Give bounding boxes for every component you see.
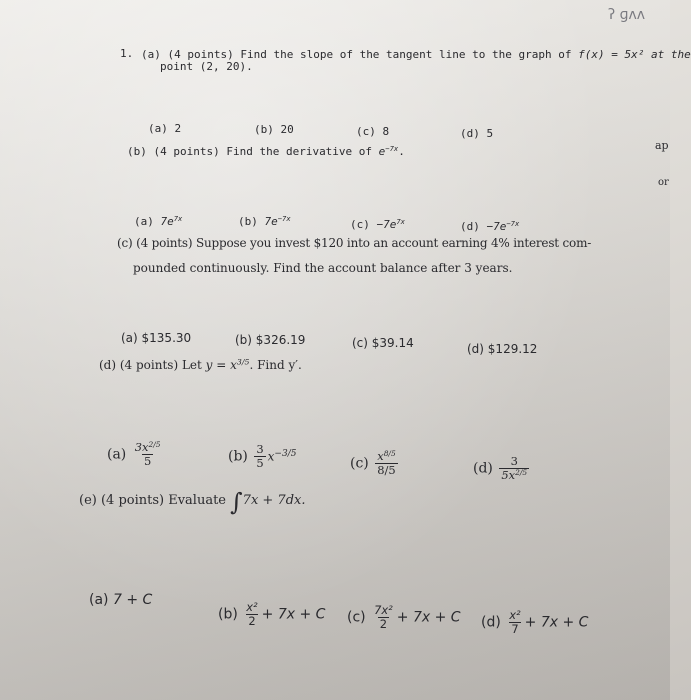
q1a-choice-d: (d) 5 (460, 127, 494, 140)
q1d-choice-c: (c) $\frac{x^{8/5}}{8/5}$ (350, 448, 396, 477)
q1c-choice-b: (b) $326.19 (235, 333, 306, 347)
q1b-choice-b: (b) $7e^{-7x}$ (238, 214, 291, 228)
q1e-choice-d: (d) $\frac{\text{x²}}{7}$ + 7x + C (481, 608, 589, 636)
integral-sign: ∫ (230, 488, 243, 516)
q1e-choice-b: (b) $\frac{\text{x²}}{2}$ + 7x + C (218, 600, 326, 628)
q1c-choice-d: (d) $129.12 (467, 342, 538, 356)
q1d-choice-d: (d) $\frac{3}{5x^{2/5}}$ (473, 454, 528, 482)
q1a-choice-a: (a) 2 (148, 122, 182, 135)
q1d-prompt: (d) (4 points) Let $y = x^{3/5}$. Find y′. (99, 357, 302, 372)
margin-text-bottom: or (658, 177, 669, 188)
q1a-prompt-line2: point (2, 20). (160, 60, 253, 73)
q1a-choice-b: (b) 20 (254, 123, 294, 136)
q1c-prompt-line2: pounded continuously. Find the account balance after 3 years. (133, 261, 513, 275)
q1b-choice-d: $(d) -7e^{-7x}$ (460, 219, 520, 233)
q1a-choice-c: (c) 8 (356, 125, 390, 138)
q1e-choice-c: (c) $\frac{\text{7x²}}{2}$ + 7x + C (347, 603, 461, 631)
q1d-choice-b: (b) $\frac{3}{5}$ $x^{-3/5}$ (228, 442, 297, 470)
q1a-prompt: (a) (4 points) Find the slope of the tangent line to the graph of f(x) = 5x² at the (141, 48, 691, 61)
corner-handwriting: ʔ ɡʌʌ (608, 7, 646, 23)
q1e-choice-a: (a) 7 + C (89, 592, 153, 608)
q1b-prompt: (b) (4 points) Find the derivative of $e^{-7x}$. (127, 144, 405, 158)
q1e-prompt: (e) (4 points) Evaluate ∫7x + 7dx. (79, 488, 306, 516)
q1b-choice-a: (a) $7e^{7x}$ (134, 214, 183, 228)
q1b-choice-c: $(c) -7e^{7x}$ (350, 217, 405, 231)
question-number: 1. (120, 47, 134, 60)
q1c-choice-a: (a) $135.30 (121, 331, 192, 345)
q1c-prompt-line1: (c) (4 points) Suppose you invest $120 into an account earning 4% interest com- (117, 236, 592, 250)
margin-text-top: ap (655, 139, 669, 152)
q1d-choice-a: (a) $\frac{3x^{2/5}}{5}$ (107, 439, 161, 468)
q1c-choice-c: (c) $39.14 (352, 336, 414, 350)
